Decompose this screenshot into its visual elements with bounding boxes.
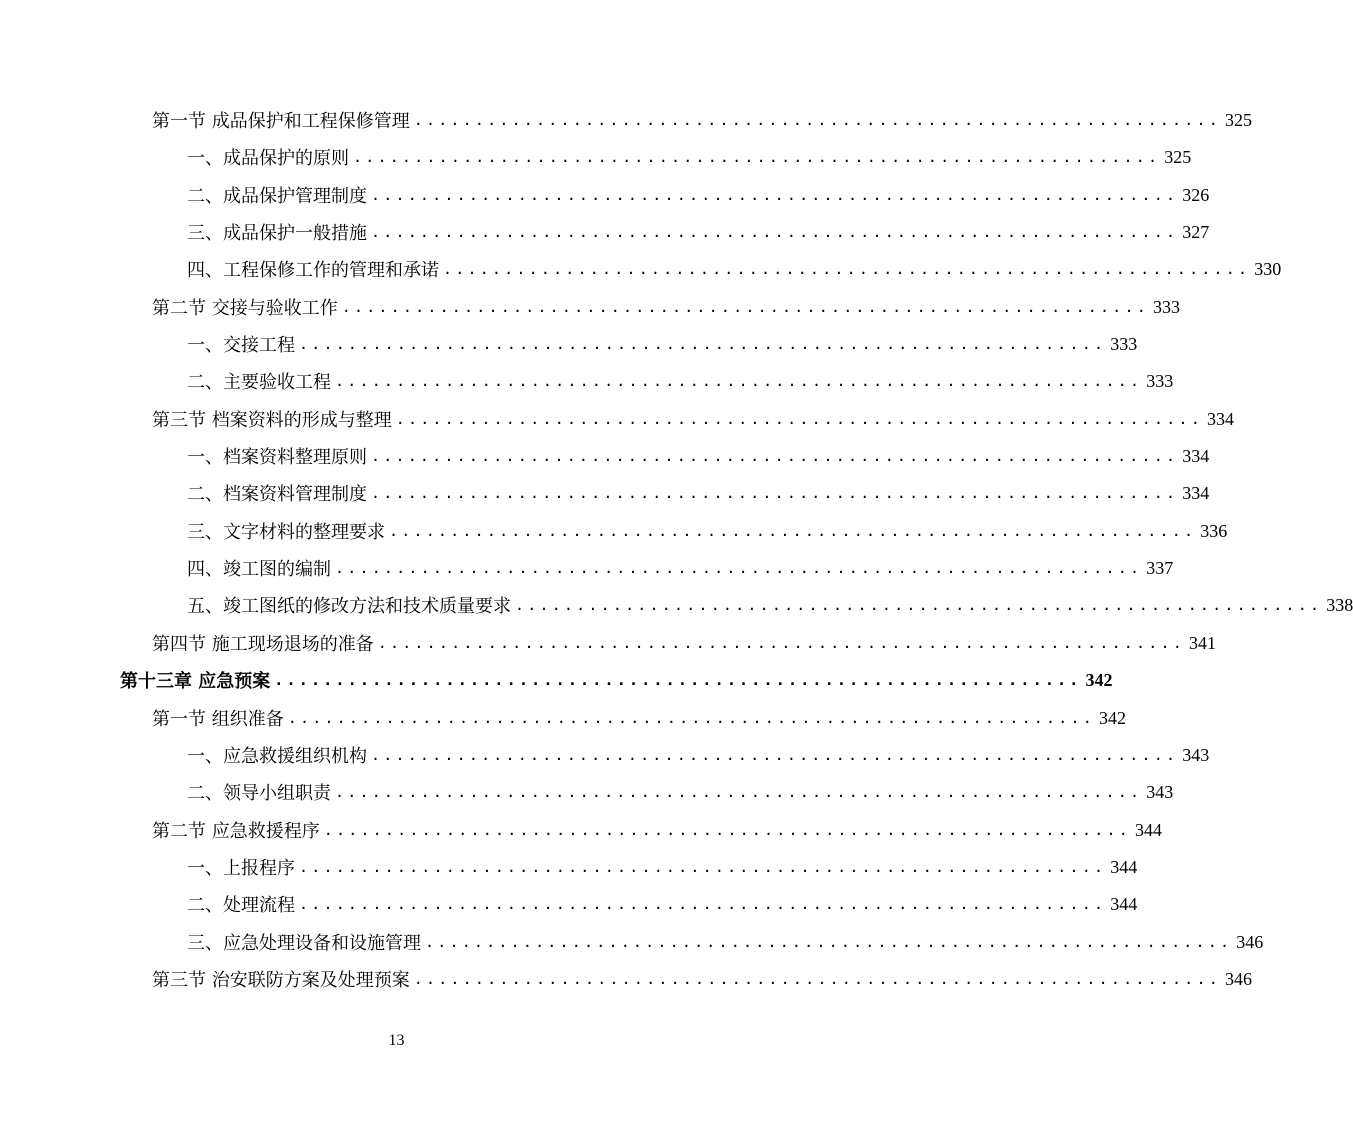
- toc-entry-page: 326: [1182, 184, 1210, 205]
- dot-leader: ..................................................................: [335, 559, 1143, 577]
- toc-entry-page: 325: [1164, 146, 1192, 167]
- dot-leader: ..................................................................: [323, 821, 1131, 839]
- toc-entry[interactable]: [187, 478, 1210, 508]
- toc-entry-label: 第一节 成品保护和工程保修管理: [152, 111, 410, 132]
- toc-entry-label: 三、文字材料的整理要求: [187, 522, 385, 543]
- toc-entry[interactable]: [187, 254, 1282, 284]
- dot-leader: ..................................................................: [425, 933, 1233, 951]
- toc-entry-label: 第三节 档案资料的形成与整理: [152, 410, 392, 431]
- toc-entry[interactable]: [187, 852, 1138, 882]
- toc-chapter-entry[interactable]: [120, 665, 1113, 695]
- toc-entry-label: 第二节 应急救援程序: [152, 821, 320, 842]
- dot-leader: ..................................................................: [299, 895, 1107, 913]
- toc-entry-page: 325: [1224, 109, 1252, 130]
- toc-entry-page: 344: [1134, 819, 1162, 840]
- dot-leader: ..................................................................: [335, 372, 1143, 390]
- toc-entry-label: 二、档案资料管理制度: [187, 484, 367, 505]
- toc-entry-label: 二、主要验收工程: [187, 372, 331, 393]
- toc-entry-page: 342: [1098, 707, 1126, 728]
- toc-entry-label: 第三节 治安联防方案及处理预案: [152, 970, 410, 991]
- toc-entry-page: 330: [1254, 258, 1282, 279]
- toc-entry-label: 第二节 交接与验收工作: [152, 298, 338, 319]
- toc-entry-label: 四、竣工图的编制: [187, 559, 331, 580]
- toc-entry[interactable]: [187, 553, 1174, 583]
- toc-entry[interactable]: [187, 366, 1174, 396]
- toc-entry[interactable]: [187, 927, 1264, 957]
- dot-leader: ..................................................................: [413, 111, 1221, 129]
- toc-entry-page: 341: [1188, 632, 1216, 653]
- dot-leader: ..................................................................: [299, 335, 1107, 353]
- toc-entry-label: 第一节 组织准备: [152, 709, 284, 730]
- toc-entry-label: 一、上报程序: [187, 858, 295, 879]
- dot-leader: ..................................................................: [335, 783, 1143, 801]
- dot-leader: ..................................................................: [371, 447, 1179, 465]
- toc-entry[interactable]: [152, 964, 1252, 994]
- toc-entry[interactable]: [187, 441, 1210, 471]
- toc-entry[interactable]: [187, 329, 1138, 359]
- toc-entry[interactable]: [187, 889, 1138, 919]
- toc-entry-page: 342: [1085, 669, 1113, 690]
- dot-leader: ..................................................................: [353, 148, 1161, 166]
- toc-entry-page: 336: [1200, 520, 1228, 541]
- toc-entry[interactable]: [187, 516, 1228, 546]
- toc-entry-page: 343: [1182, 744, 1210, 765]
- toc-entry-page: 327: [1182, 221, 1210, 242]
- toc-entry[interactable]: [187, 142, 1192, 172]
- dot-leader: ..................................................................: [371, 223, 1179, 241]
- toc-entry[interactable]: [152, 815, 1162, 845]
- toc-entry-page: 334: [1182, 482, 1210, 503]
- dot-leader: ..................................................................: [443, 260, 1251, 278]
- toc-entry-label: 第四节 施工现场退场的准备: [152, 634, 374, 655]
- dot-leader: ..................................................................: [515, 596, 1323, 614]
- dot-leader: ..................................................................: [341, 298, 1149, 316]
- toc-entry[interactable]: [187, 180, 1210, 210]
- toc-entry-page: 338: [1326, 594, 1353, 615]
- toc-entry[interactable]: [152, 703, 1126, 733]
- toc-entry-label: 三、成品保护一般措施: [187, 223, 367, 244]
- dot-leader: ..................................................................: [395, 410, 1203, 428]
- toc-entry-label: 一、应急救援组织机构: [187, 746, 367, 767]
- toc-entry-label: 三、应急处理设备和设施管理: [187, 933, 421, 954]
- dot-leader: ..................................................................: [413, 970, 1221, 988]
- toc-entry[interactable]: [152, 292, 1180, 322]
- dot-leader: ..................................................................: [371, 186, 1179, 204]
- dot-leader: ..................................................................: [287, 709, 1095, 727]
- dot-leader: ..................................................................: [371, 746, 1179, 764]
- toc-entry[interactable]: [187, 217, 1210, 247]
- toc-entry-page: 337: [1146, 557, 1174, 578]
- toc-entry-label: 一、档案资料整理原则: [187, 447, 367, 468]
- toc-entry-page: 346: [1224, 968, 1252, 989]
- toc-entry[interactable]: [152, 628, 1216, 658]
- toc-entry-label: 二、成品保护管理制度: [187, 186, 367, 207]
- dot-leader: ..................................................................: [389, 522, 1197, 540]
- toc-entry-page: 343: [1146, 781, 1174, 802]
- toc-entry[interactable]: [152, 404, 1234, 434]
- toc-entry-page: 333: [1110, 333, 1138, 354]
- toc-entry-page: 333: [1152, 296, 1180, 317]
- toc-entry-page: 344: [1110, 856, 1138, 877]
- toc-entry-label: 一、交接工程: [187, 335, 295, 356]
- toc-entry-label: 二、处理流程: [187, 895, 295, 916]
- dot-leader: ..................................................................: [377, 634, 1185, 652]
- toc-entry-label: 一、成品保护的原则: [187, 148, 349, 169]
- dot-leader: ..................................................................: [274, 671, 1082, 689]
- toc-entry-page: 333: [1146, 370, 1174, 391]
- toc-entry-label: 二、领导小组职责: [187, 783, 331, 804]
- toc-entry-label: 五、竣工图纸的修改方法和技术质量要求: [187, 596, 511, 617]
- toc-entry[interactable]: [187, 590, 1353, 620]
- toc-entry-page: 334: [1182, 445, 1210, 466]
- dot-leader: ..................................................................: [371, 484, 1179, 502]
- toc-entry-label: 第十三章 应急预案: [120, 671, 271, 692]
- toc-entry[interactable]: [187, 740, 1210, 770]
- toc-entry[interactable]: [187, 777, 1174, 807]
- toc-entry-page: 344: [1110, 893, 1138, 914]
- toc-entry[interactable]: [152, 105, 1252, 135]
- dot-leader: ..................................................................: [299, 858, 1107, 876]
- toc-entry-page: 346: [1236, 931, 1264, 952]
- toc-entry-label: 四、工程保修工作的管理和承诺: [187, 260, 439, 281]
- page-number: 13: [388, 1032, 405, 1049]
- toc-entry-page: 334: [1206, 408, 1234, 429]
